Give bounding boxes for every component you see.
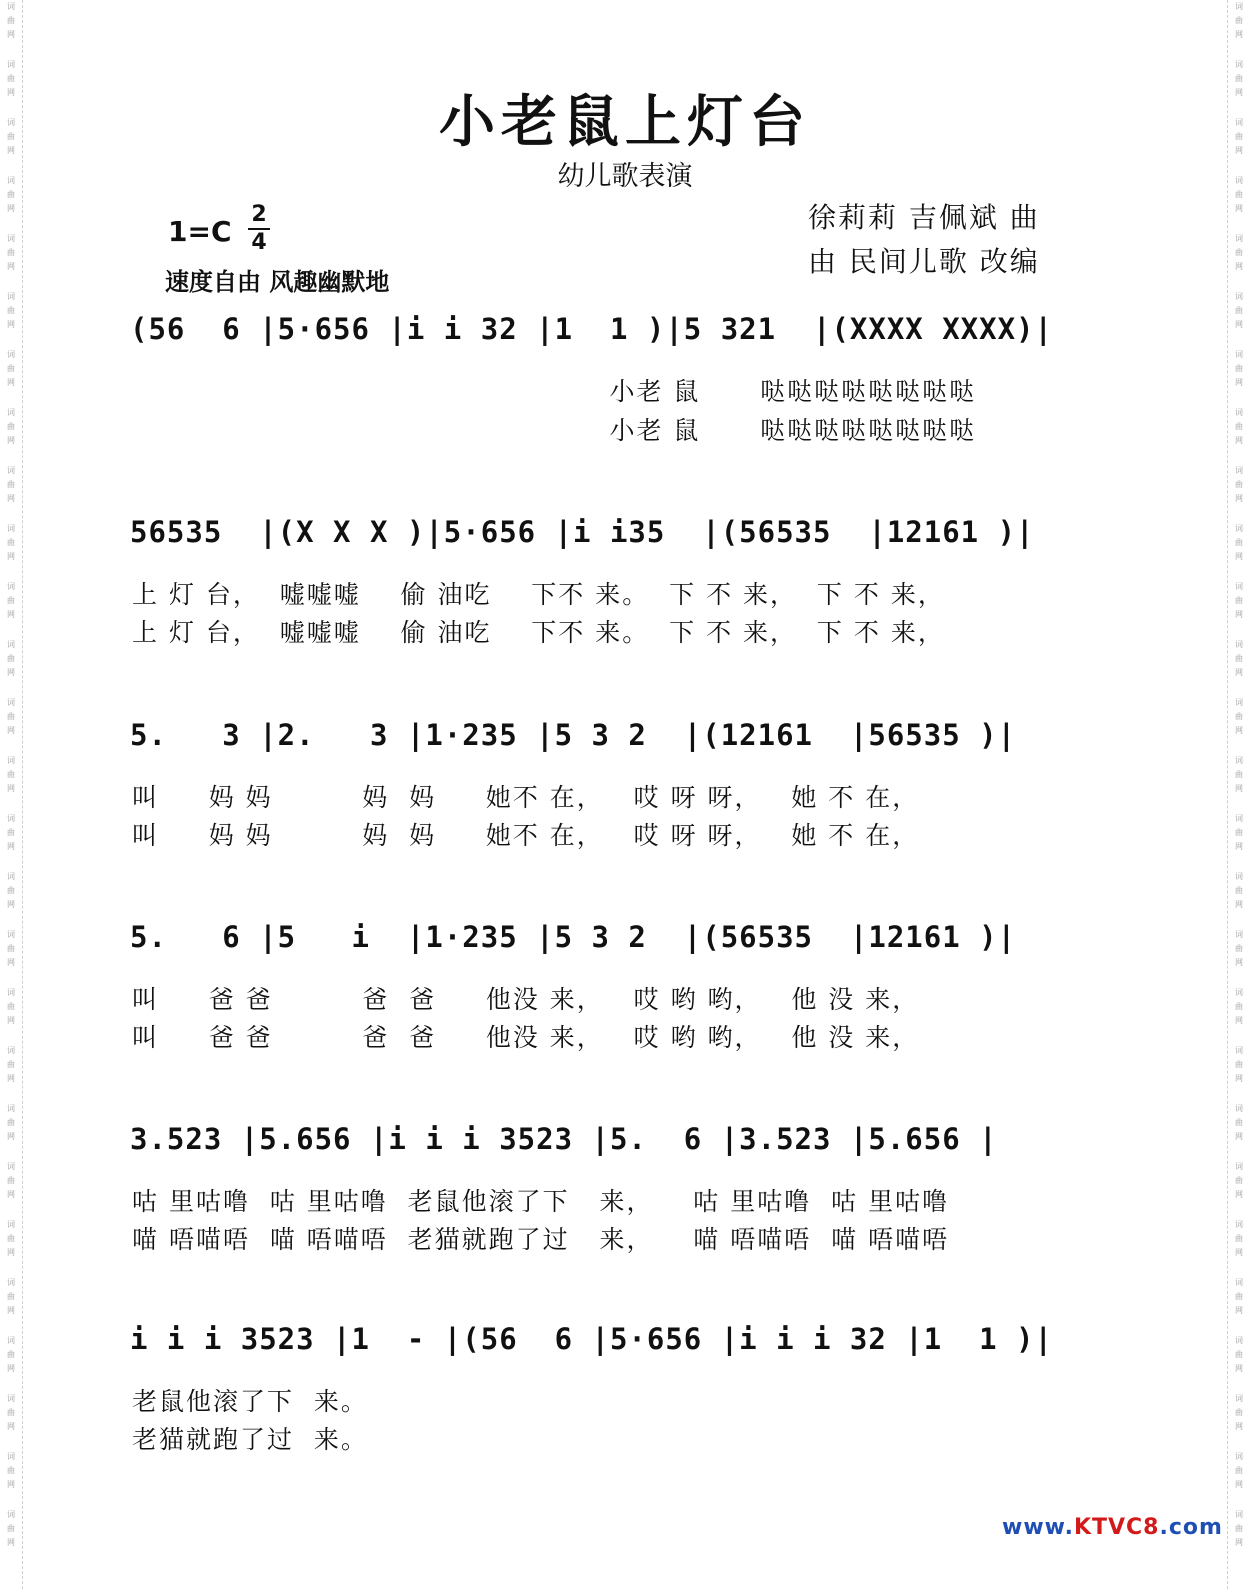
side-watermark-text: 词 曲 网 (7, 1162, 15, 1199)
lyric-verse-1: 小老 鼠 哒哒哒哒哒哒哒哒 (132, 377, 977, 406)
watermark-brand: KTVC8 (1073, 1515, 1160, 1540)
side-watermark-text: 词 曲 网 (1235, 1278, 1243, 1315)
side-watermark-text: 词 曲 网 (1235, 1220, 1243, 1257)
lyric-verse-1: 老鼠他滚了下 来。 (132, 1387, 368, 1416)
side-watermark-text: 词 曲 网 (7, 524, 15, 561)
side-watermark-text: 词 曲 网 (7, 756, 15, 793)
side-watermark-text: 词 曲 网 (7, 582, 15, 619)
time-signature-bottom: 4 (251, 230, 267, 255)
lyric-verse-2: 上 灯 台， 嘘嘘嘘 偷 油吃 下不 来。 下 不 来， 下 不 来， (132, 618, 945, 647)
song-subtitle: 幼儿歌表演 (557, 161, 693, 192)
side-watermark-text: 词 曲 网 (1235, 930, 1243, 967)
notation-line: 5. 6 |5 i |1·235 |5 3 2 |(56535 |12161 )| (130, 920, 1017, 954)
side-watermark-text: 词 曲 网 (1235, 1510, 1243, 1547)
side-watermark-text: 词 曲 网 (1235, 60, 1243, 97)
side-watermark-text: 词 曲 网 (1235, 2, 1243, 39)
lyric-verse-2: 叫 妈 妈 妈 妈 她不 在， 哎 呀 呀， 她 不 在， (132, 821, 920, 850)
side-watermark-text: 词 曲 网 (1235, 176, 1243, 213)
side-watermark-text: 词 曲 网 (7, 1104, 15, 1141)
side-watermark-text: 词 曲 网 (1235, 1046, 1243, 1083)
notation-line: i i i 3523 |1 - |(56 6 |5·656 |i i i 32 |1 1 )| (130, 1322, 1053, 1356)
lyric-verse-2: 叫 爸 爸 爸 爸 他没 来， 哎 哟 哟， 他 没 来， (132, 1023, 920, 1052)
time-signature-top: 2 (251, 202, 267, 227)
side-watermark-text: 词 曲 网 (1235, 1162, 1243, 1199)
side-watermark-text: 词 曲 网 (7, 1452, 15, 1489)
side-watermark-text: 词 曲 网 (7, 466, 15, 503)
side-watermark-text: 词 曲 网 (1235, 756, 1243, 793)
side-watermark-text: 词 曲 网 (1235, 814, 1243, 851)
side-watermark-text: 词 曲 网 (1235, 524, 1243, 561)
key-label: 1=C (168, 215, 232, 248)
side-watermark-text: 词 曲 网 (7, 872, 15, 909)
side-watermark-text: 词 曲 网 (7, 234, 15, 271)
side-watermark-text: 词 曲 网 (1235, 1452, 1243, 1489)
side-watermark-text: 词 曲 网 (7, 292, 15, 329)
side-watermark-text: 词 曲 网 (7, 118, 15, 155)
lyric-verse-1: 上 灯 台， 嘘嘘嘘 偷 油吃 下不 来。 下 不 来， 下 不 来， (132, 580, 945, 609)
notation-line: 56535 |(X X X )|5·656 |i i35 |(56535 |12161 )| (130, 515, 1035, 549)
lyric-verse-2: 喵 唔喵唔 喵 唔喵唔 老猫就跑了过 来， 喵 唔喵唔 喵 唔喵唔 (132, 1225, 950, 1254)
time-signature (248, 203, 270, 255)
side-watermark-text: 词 曲 网 (1235, 640, 1243, 677)
left-watermark-strip (0, 0, 23, 1589)
notation-line: 5. 3 |2. 3 |1·235 |5 3 2 |(12161 |56535 )| (130, 718, 1017, 752)
lyric-verse-1: 叫 爸 爸 爸 爸 他没 来， 哎 哟 哟， 他 没 来， (132, 985, 920, 1014)
side-watermark-text: 词 曲 网 (7, 60, 15, 97)
side-watermark-text: 词 曲 网 (1235, 350, 1243, 387)
side-watermark-text: 词 曲 网 (7, 814, 15, 851)
lyric-verse-2: 小老 鼠 哒哒哒哒哒哒哒哒 (132, 416, 977, 445)
side-watermark-text: 词 曲 网 (7, 408, 15, 445)
song-title: 小老鼠上灯台 (439, 89, 811, 155)
side-watermark-text: 词 曲 网 (1235, 1394, 1243, 1431)
tempo-marking: 速度自由 风趣幽默地 (165, 268, 390, 296)
side-watermark-text: 词 曲 网 (7, 176, 15, 213)
side-watermark-text: 词 曲 网 (1235, 872, 1243, 909)
side-watermark-text: 词 曲 网 (7, 988, 15, 1025)
watermark-prefix: www. (1002, 1515, 1074, 1540)
side-watermark-text: 词 曲 网 (1235, 408, 1243, 445)
side-watermark-text: 词 曲 网 (1235, 698, 1243, 735)
side-watermark-text: 词 曲 网 (1235, 1336, 1243, 1373)
side-watermark-text: 词 曲 网 (7, 1510, 15, 1547)
side-watermark-text: 词 曲 网 (1235, 466, 1243, 503)
side-watermark-text: 词 曲 网 (1235, 292, 1243, 329)
side-watermark-text: 词 曲 网 (1235, 988, 1243, 1025)
site-watermark (1002, 1515, 1223, 1540)
right-watermark-strip (1227, 0, 1250, 1589)
side-watermark-text: 词 曲 网 (7, 350, 15, 387)
lyric-verse-2: 老猫就跑了过 来。 (132, 1425, 368, 1454)
watermark-suffix: .com (1159, 1515, 1223, 1540)
side-watermark-text: 词 曲 网 (7, 698, 15, 735)
lyric-verse-1: 咕 里咕噜 咕 里咕噜 老鼠他滚了下 来， 咕 里咕噜 咕 里咕噜 (132, 1187, 950, 1216)
notation-line: 3.523 |5.656 |i i i 3523 |5. 6 |3.523 |5.656 | (130, 1122, 998, 1156)
side-watermark-text: 词 曲 网 (1235, 118, 1243, 155)
side-watermark-text: 词 曲 网 (1235, 234, 1243, 271)
side-watermark-text: 词 曲 网 (7, 1394, 15, 1431)
side-watermark-text: 词 曲 网 (1235, 582, 1243, 619)
side-watermark-text: 词 曲 网 (1235, 1104, 1243, 1141)
lyric-verse-1: 叫 妈 妈 妈 妈 她不 在， 哎 呀 呀， 她 不 在， (132, 783, 920, 812)
side-watermark-text: 词 曲 网 (7, 1336, 15, 1373)
lyricist-credit: 由 民间儿歌 改编 (808, 245, 1040, 278)
side-watermark-text: 词 曲 网 (7, 1220, 15, 1257)
side-watermark-text: 词 曲 网 (7, 2, 15, 39)
notation-line: (56 6 |5·656 |i i 32 |1 1 )|5 321 |(XXXX XXXX)| (130, 312, 1053, 346)
side-watermark-text: 词 曲 网 (7, 1278, 15, 1315)
side-watermark-text: 词 曲 网 (7, 930, 15, 967)
side-watermark-text: 词 曲 网 (7, 1046, 15, 1083)
composer-credit: 徐莉莉 吉佩斌 曲 (808, 201, 1040, 234)
side-watermark-text: 词 曲 网 (7, 640, 15, 677)
